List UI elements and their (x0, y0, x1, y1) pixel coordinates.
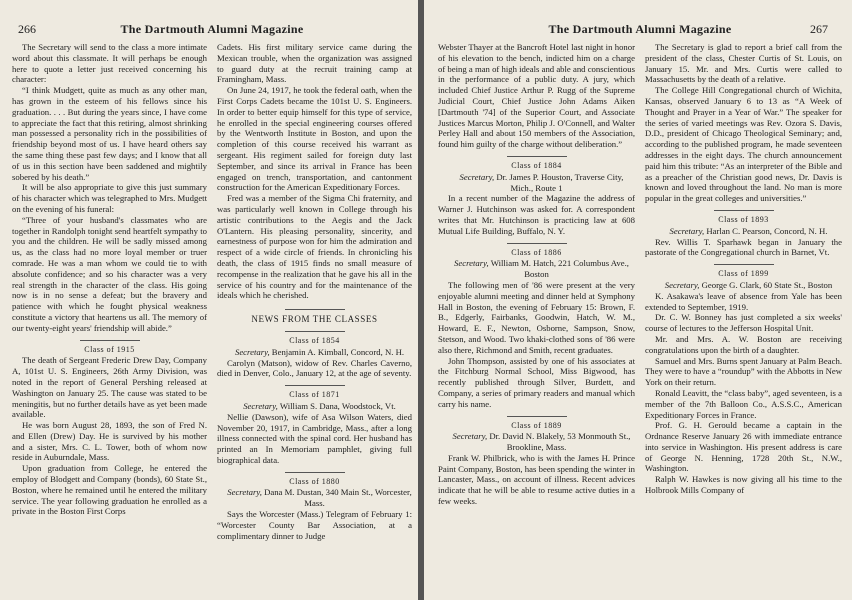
secretary-line (438, 258, 635, 280)
paragraph: Fred was a member of the Sigma Chi fraternity, and was particularly well known in College through his artistic contributions to the Aegis and the Jack O'Lantern. His pleasing personality, sincerity, and earnestness of purpose won for him the admiration and respect of a wide circle of friends. In chronicling his death, the class of 1915 finds no small measure of recompense in the realization that he gave his all in the service of his country and for the maintenance of the ideals which he cherished. (217, 193, 412, 301)
paragraph: Nellie (Dawson), wife of Asa Wilson Waters, died November 20, 1917, in Cambridge, Mass., after a long illness connected with the spinal cord. Her husband has printed an In Memoriam pamphlet, giving full biographical data. (217, 411, 412, 465)
paragraph: K. Asakawa's leave of absence from Yale has been extended to September, 1919. (645, 290, 842, 312)
paragraph: Prof. G. H. Gerould became a captain in the Ordnance Reserve January 26 with immediate entrance into service in Washington. His present address is care of George N. Henning, 1728 20th St., N.W., Washington. (645, 420, 842, 474)
paragraph: The Secretary is glad to report a brief call from the president of the class, Chester Curtis of St. Louis, on January 15. Mr. and Mrs. Curtis were called to Massachusetts by the death of a relative. (645, 42, 842, 85)
secretary-label: Secretary, (243, 400, 278, 411)
class-heading-1884: Class of 1884 (438, 156, 635, 172)
page-header (438, 22, 842, 36)
paragraph: Carolyn (Matson), widow of Rev. Charles Caverno, died in Denver, Colo., January 12, at the age of seventy. (217, 357, 412, 379)
paragraph: The following men of '86 were present at the very enjoyable alumni meeting and dinner held at Symphony Hall in Boston, the evening of February 15: Brown, F. B., Edgerly, Fairbanks, Goodwin, Hatch, W. M., Howard, E. F., Newton, Osborne, Sampson, Snow, Stetson, and Wood. Two khaki-clothed sons of '86 were also there, Richmond and Smith, recent graduates. (438, 279, 635, 355)
class-heading-1893: Class of 1893 (645, 210, 842, 226)
page-columns (12, 42, 412, 541)
paragraph: Samuel and Mrs. Burns spent January at Palm Beach. They were to have a “roundup” with the Abbotts in New York on their return. (645, 355, 842, 388)
secretary-name: Dr. David N. Blakely, 53 Monmouth St., Brookline, Mass. (489, 431, 631, 453)
magazine-title: The Dartmouth Alumni Magazine (120, 22, 304, 36)
paragraph: Mr. and Mrs. A. W. Boston are receiving congratulations upon the birth of a daughter. (645, 333, 842, 355)
secretary-name: Dr. James P. Houston, Traverse City, Mich., Route 1 (496, 171, 624, 193)
paragraph: The Secretary will send to the class a more intimate word about this classmate. It will perhaps be enough here to quote a letter just received concerning his character: (12, 42, 207, 85)
class-heading-1899: Class of 1899 (645, 264, 842, 280)
secretary-line (217, 347, 412, 358)
page-number: 266 (18, 22, 36, 36)
paragraph: He was born August 28, 1893, the son of Fred N. and Ellen (Drew) Day. He is survived by his mother and a sister, Mrs. C. L. Tower, both of whom now reside in Auburndale, Mass. (12, 420, 207, 463)
secretary-label: Secretary, (454, 258, 489, 269)
secretary-name: William M. Hatch, 221 Columbus Ave., Boston (490, 258, 629, 280)
secretary-line (645, 280, 842, 291)
paragraph: Ronald Leavitt, the “class baby”, aged seventeen, is a member of the 7th Balloon Co., A.S.S.C., American Expeditionary Forces in France. (645, 387, 842, 420)
news-section-heading: NEWS FROM THE CLASSES (217, 309, 412, 325)
secretary-line (645, 226, 842, 237)
secretary-name: Benjamin A. Kimball, Concord, N. H. (271, 346, 405, 357)
secretary-label: Secretary, (452, 431, 488, 442)
paragraph: Upon graduation from College, he entered the employ of Blodgett and Company (bonds), 60 State St., Boston, where he remained until he entered the military service. The year following graduation he enrolled as a private in the Boston First Corps (12, 463, 207, 517)
paragraph: Says the Worcester (Mass.) Telegram of February 1: “Worcester County Bar Association, at a complimentary dinner to Judge (217, 509, 412, 541)
paragraph: Rev. Willis T. Sparhawk began in January the pastorate of the Congregational church in Barnet, Vt. (645, 236, 842, 258)
left-page (0, 0, 418, 600)
paragraph: “I think Mudgett, quite as much as any other man, has grown in the esteem of his fellows since his graduation. . . . But during the years since, I have come to appreciate the fact that this retiring, almost shrinking man possessed a personality rich in the possibilities of friendship beyond most of us. I have heard others say the same thing these past few days; and I know that all of us in this section have been saddened and mightily sobered by his death.” (12, 85, 207, 182)
paragraph: On June 24, 1917, he took the federal oath, when the First Corps Cadets became the 101st U. S. Engineers. In order to better equip himself for this type of service, he enrolled in the special engineering courses offered by the Wentworth Institute in Boston, and upon the completion of this course received his warrant as sergeant. His regiment sailed for foreign duty last September, and since its arrival in France has been engaged on trench, transportation, and cantonment construction for the American Expeditionary Forces. (217, 85, 412, 193)
paragraph: Dr. C. W. Bonney has just completed a six weeks' course of lectures to the Jefferson Hospital Unit. (645, 312, 842, 334)
class-heading-1915: Class of 1915 (12, 340, 207, 356)
class-heading-1854: Class of 1854 (217, 331, 412, 347)
secretary-name: George G. Clark, 60 State St., Boston (701, 279, 833, 290)
secretary-line (217, 487, 412, 509)
paragraph: “Three of your husband's classmates who are together in Randolph tonight send heartfelt sympathy to you and the children. He will be sadly missed among us, as the class had no more loyal member or truer comrade. He was a man whom we could tie to with absolute confidence; and so his character was a very real strength in the character of the class. His going now is in no sense a defeat; but the bravery and patience with which he fought physical weakness constitute a victory that heartens us all. The memory of our twenty-eight years' friendship will abide.” (12, 214, 207, 333)
column-right (645, 42, 842, 507)
secretary-label: Secretary, (459, 171, 495, 182)
page-columns (438, 42, 842, 507)
class-heading-1880: Class of 1880 (217, 472, 412, 488)
secretary-label: Secretary, (664, 279, 700, 290)
secretary-line (438, 172, 635, 194)
paragraph: The death of Sergeant Frederic Drew Day, Company A, 101st U. S. Engineers, 26th Army Division, was noted in the report of General Pershing released at Washington on January 25. The cause was stated to be meningitis, but no further details have as yet been made available. (12, 355, 207, 420)
paragraph: Cadets. His first military service came during the Mexican trouble, when the organization was assigned to guard duty at the recruit training camp at Framingham, Mass. (217, 42, 412, 85)
paragraph: John Thompson, assisted by one of his associates at the Fitchburg Normal School, Miss Bigwood, has recently published through Silver, Burdett, and Company, a series of primary readers and manual which carry his name. (438, 355, 635, 409)
secretary-label: Secretary, (227, 487, 262, 498)
paragraph: In a recent number of the Magazine the address of Warner J. Hutchinson was asked for. A correspondent writes that Mr. Hutchinson is practicing law at 608 Mutual Life Building, Buffalo, N. Y. (438, 193, 635, 236)
secretary-label: Secretary, (669, 225, 705, 236)
class-heading-1889: Class of 1889 (438, 416, 635, 432)
magazine-title: The Dartmouth Alumni Magazine (548, 22, 732, 36)
paragraph: Webster Thayer at the Bancroft Hotel last night in honor of his elevation to the bench, indicted him on a charge of being a man of high ideals and able and conscientious in the performance of a public duty. A jury, which included Chief Justice Arthur P. Rugg of the Supreme Judicial Court, Chief Justice John Adams Aiken [Dartmouth '74] of the Superior Court, and Associate Justices Marcus Morton, Philip J. O'Connell, and Walter Perley Hall and about 150 members of the Association, found him guilty of the charge without deliberation.” (438, 42, 635, 150)
paragraph: Ralph W. Hawkes is now giving all his time to the Holbrook Mills Company of (645, 474, 842, 496)
secretary-line (217, 401, 412, 412)
column-right (217, 42, 412, 541)
secretary-label: Secretary, (234, 346, 270, 357)
secretary-name: Harlan C. Pearson, Concord, N. H. (706, 225, 828, 236)
class-heading-1886: Class of 1886 (438, 243, 635, 259)
secretary-name: Dana M. Dustan, 340 Main St., Worcester, Mass. (264, 487, 412, 509)
paragraph: Frank W. Philbrick, who is with the James H. Prince Paint Company, Boston, has been spending the winter in Lancaster, Mass., on account of illness. Recent advices indicate that he will be able to resume active duties in a few weeks. (438, 452, 635, 507)
page-header (12, 22, 412, 36)
column-left (12, 42, 207, 541)
paragraph: It will be also appropriate to give this just summary of his character which was telegraphed to Mrs. Mudgett on the evening of his funeral: (12, 182, 207, 214)
page-number: 267 (810, 22, 828, 36)
column-left (438, 42, 635, 507)
right-page (424, 0, 852, 600)
class-heading-1871: Class of 1871 (217, 385, 412, 401)
secretary-name: William S. Dana, Woodstock, Vt. (279, 400, 396, 411)
secretary-line (438, 431, 635, 453)
paragraph: The College Hill Congregational church of Wichita, Kansas, observed January 6 to 13 as “A Week of Thought and Prayer in a Year of War.” The speaker for the series of varied meetings was Rev. Ozora S. Davis, D.D., president of Chicago Theological Seminary; and, according to the published program, he made seventeen addresses in the eight days. The church announcement paid him this tribute: “As an interpreter of the Bible and as a preacher of the Christian good news, Dr. Davis is known and loved throughout the land. No man is more popular in the great colleges and universities.” (645, 85, 842, 204)
